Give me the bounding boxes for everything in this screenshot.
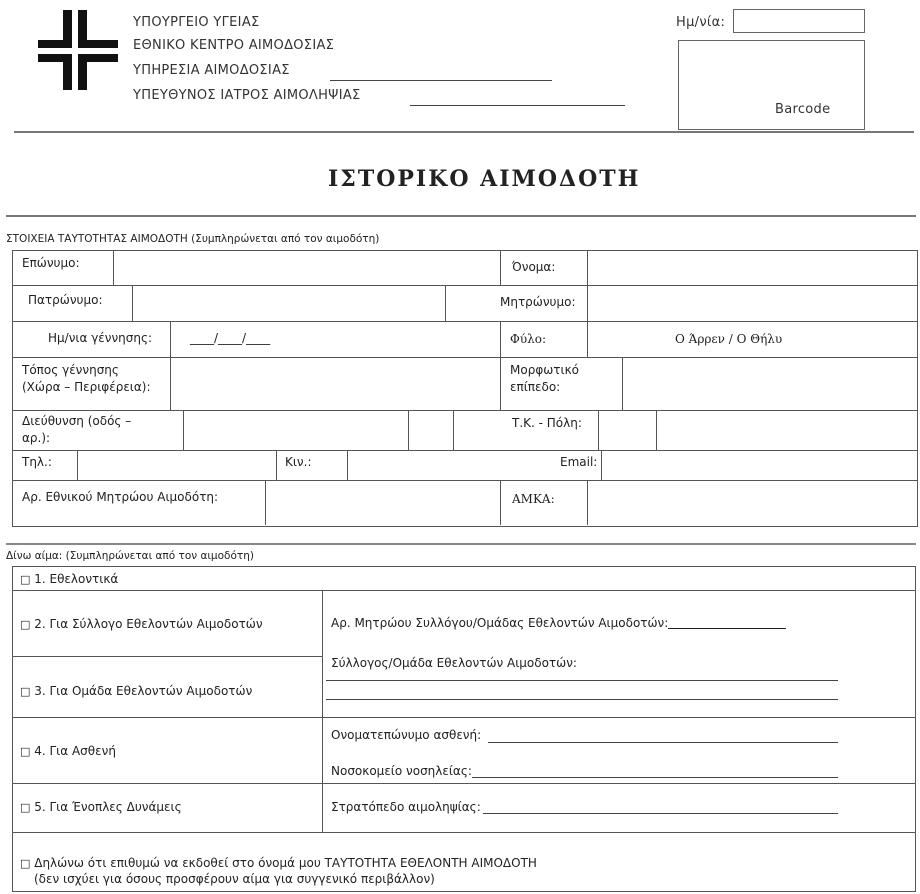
sex-options[interactable]: Ο Άρρεν / Ο Θήλυ [675, 332, 783, 346]
education-input[interactable] [625, 359, 912, 407]
barcode-box [678, 40, 865, 130]
declaration-note: (δεν ισχύει για όσους προσφέρουν αίμα για συγγενικό περιβάλλον) [34, 872, 435, 886]
mother-input[interactable] [590, 287, 912, 319]
sex-label: Φύλο: [510, 332, 547, 346]
identity-section-label: ΣΤΟΙΧΕΙΑ ΤΑΥΤΟΤΗΤΑΣ ΑΙΜΟΔΟΤΗ (Συμπληρώνεται από τον αιμοδότη) [6, 233, 380, 245]
header-center: ΕΘΝΙΚΟ ΚΕΝΤΡΟ ΑΙΜΟΔΟΣΙΑΣ [133, 38, 335, 53]
birthplace-label: Τόπος γέννησης [22, 363, 119, 377]
page-title: ΙΣΤΟΡΙΚΟ ΑΙΜΟΔΟΤΗ [328, 166, 641, 192]
header-ministry: ΥΠΟΥΡΓΕΙΟ ΥΓΕΙΑΣ [133, 15, 260, 30]
address-input[interactable] [186, 412, 406, 448]
father-input[interactable] [135, 287, 441, 319]
opt4-label: 4. Για Ασθενή [34, 744, 116, 758]
name-input[interactable] [590, 252, 912, 282]
opt5-checkbox[interactable] [20, 800, 182, 814]
opt1-label: 1. Εθελοντικά [34, 572, 119, 586]
education-label: Μορφωτικό [510, 363, 579, 377]
header-service: ΥΠΗΡΕΣΙΑ ΑΙΜΟΔΟΣΙΑΣ [133, 63, 290, 78]
hospital-label: Νοσοκομείο νοσηλείας: [331, 764, 472, 778]
email-input[interactable] [604, 452, 912, 478]
birthplace-input[interactable] [173, 359, 496, 407]
physician-blank[interactable] [410, 105, 625, 106]
education-label-2: επίπεδο: [510, 380, 561, 394]
camp-blank[interactable] [483, 813, 838, 814]
address-label-2: αρ.): [22, 431, 51, 445]
assoc-registry-label: Αρ. Μητρώου Συλλόγου/Ομάδας Εθελοντών Αιμοδοτών: [331, 616, 669, 630]
checkbox-icon: □ [20, 573, 31, 586]
declaration-checkbox[interactable] [20, 856, 537, 870]
checkbox-icon: □ [20, 801, 31, 814]
opt1-checkbox[interactable] [20, 572, 118, 586]
assoc-group-blank-2[interactable] [326, 699, 838, 700]
date-field[interactable] [733, 9, 865, 33]
mobile-input[interactable] [350, 452, 550, 478]
birthplace-label-2: (Χώρα – Περιφέρεια): [22, 380, 151, 394]
opt3-label: 3. Για Ομάδα Εθελοντών Αιμοδοτών [34, 684, 253, 698]
checkbox-icon: □ [20, 618, 31, 631]
cross-logo [38, 10, 118, 90]
header-physician: ΥΠΕΥΘΥΝΟΣ ΙΑΤΡΟΣ ΑΙΜΟΛΗΨΙΑΣ [133, 88, 361, 103]
hospital-blank[interactable] [472, 777, 838, 778]
mobile-label: Κιν.: [285, 455, 312, 469]
checkbox-icon: □ [20, 745, 31, 758]
section-divider [6, 543, 916, 545]
phone-label: Τηλ.: [22, 455, 52, 469]
opt5-label: 5. Για Ένοπλες Δυνάμεις [34, 800, 182, 814]
checkbox-icon: □ [20, 685, 31, 698]
registry-label: Αρ. Εθνικού Μητρώου Αιμοδότη: [22, 490, 219, 504]
opt3-checkbox[interactable] [20, 684, 252, 698]
assoc-group-label: Σύλλογος/Ομάδα Εθελοντών Αιμοδοτών: [331, 656, 577, 670]
patient-name-blank[interactable] [488, 742, 838, 743]
father-label: Πατρώνυμο: [28, 293, 103, 307]
dob-input[interactable]: ____/____/____ [190, 331, 271, 345]
barcode-label: Barcode [775, 102, 831, 117]
postcode-label: Τ.Κ. - Πόλη: [512, 416, 582, 430]
amka-label: ΑΜΚΑ: [512, 492, 555, 506]
opt2-label: 2. Για Σύλλογο Εθελοντών Αιμοδοτών [34, 617, 263, 631]
checkbox-icon: □ [20, 857, 31, 870]
amka-input[interactable] [590, 482, 912, 522]
surname-input[interactable] [116, 252, 496, 282]
header-divider [14, 131, 914, 133]
address-label: Διεύθυνση (οδός – [22, 414, 132, 428]
name-label: Όνομα: [512, 260, 556, 274]
donation-section-label: Δίνω αίμα: (Συμπληρώνεται από τον αιμοδότη) [6, 550, 254, 562]
postcode-input[interactable] [601, 412, 653, 448]
opt2-checkbox[interactable] [20, 617, 263, 631]
mother-label: Μητρώνυμο: [500, 295, 576, 309]
assoc-registry-blank[interactable] [668, 628, 786, 629]
camp-label: Στρατόπεδο αιμοληψίας: [331, 800, 481, 814]
title-divider [6, 215, 916, 217]
surname-label: Επώνυμο: [22, 256, 80, 270]
service-blank[interactable] [330, 80, 552, 81]
opt4-checkbox[interactable] [20, 744, 116, 758]
phone-input[interactable] [80, 452, 273, 478]
assoc-group-blank-1[interactable] [326, 680, 838, 681]
patient-name-label: Ονοματεπώνυμο ασθενή: [331, 728, 482, 742]
declaration-text: Δηλώνω ότι επιθυμώ να εκδοθεί στο όνομά μου ΤΑΥΤΟΤΗΤΑ ΕΘΕΛΟΝΤΗ ΑΙΜΟΔΟΤΗ [34, 856, 537, 870]
date-label: Ημ/νία: [676, 15, 726, 30]
email-label: Email: [560, 455, 598, 469]
registry-input[interactable] [268, 482, 496, 522]
dob-label: Ημ/νια γέννησης: [48, 331, 153, 345]
